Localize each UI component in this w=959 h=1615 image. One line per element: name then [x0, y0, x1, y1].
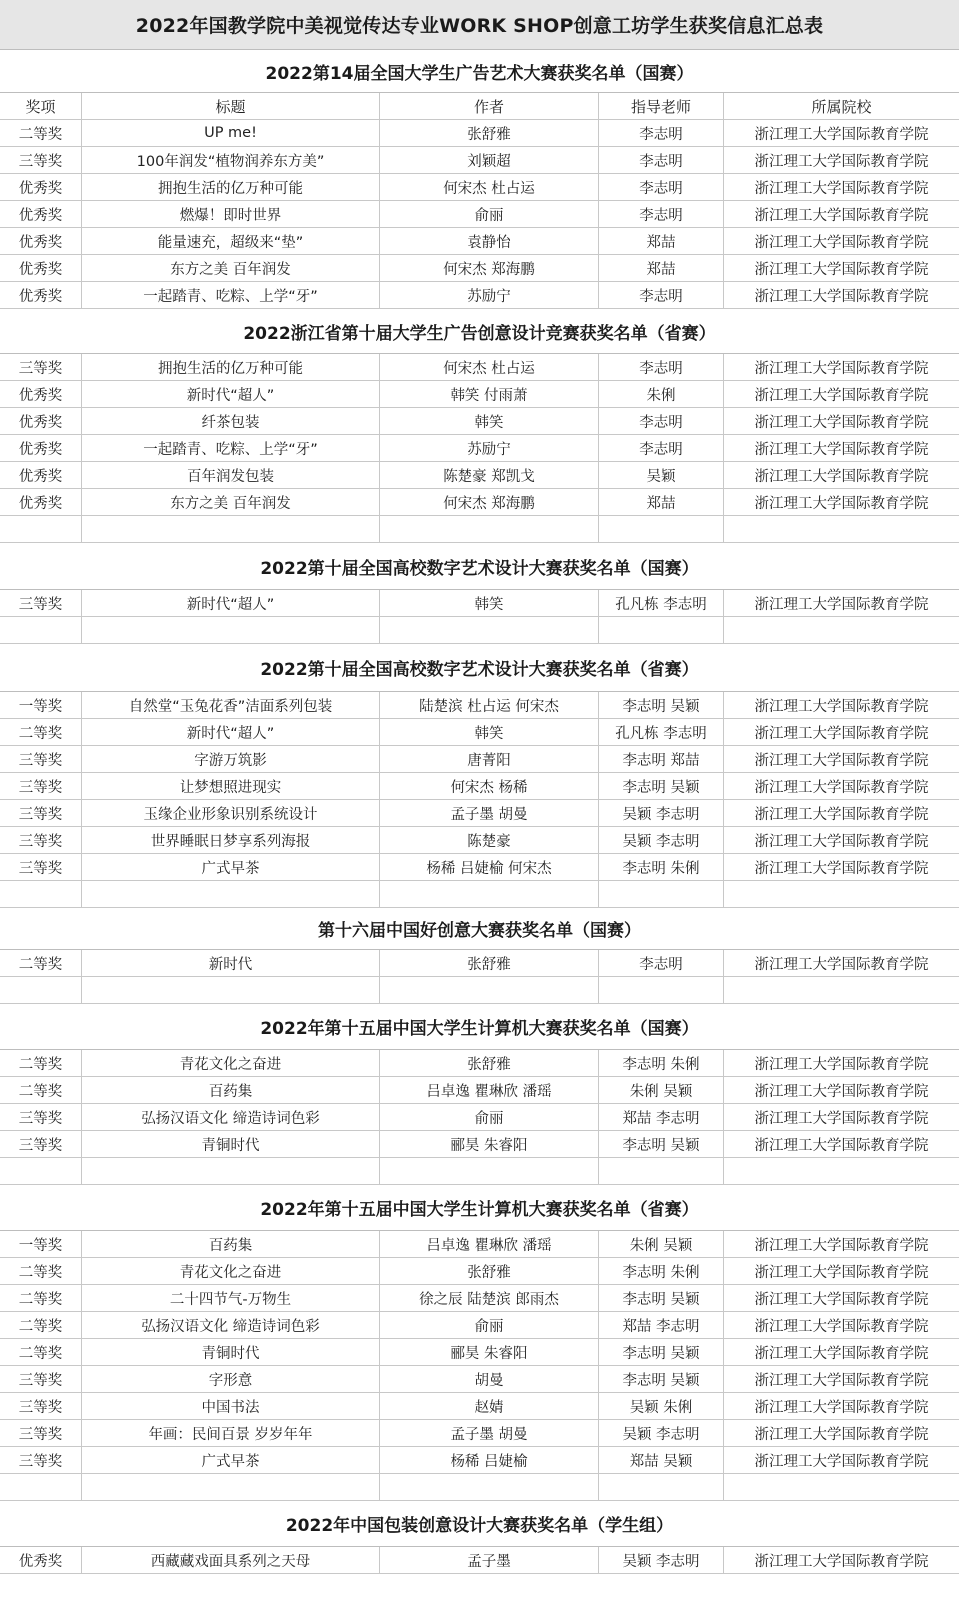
- empty-cell: [0, 617, 82, 643]
- cell-advisor: 郑喆: [599, 228, 724, 254]
- cell-advisor: 郑喆: [599, 489, 724, 515]
- cell-award: 二等奖: [0, 1050, 82, 1076]
- empty-row: [0, 617, 959, 644]
- cell-school: 浙江理工大学国际教育学院: [754, 387, 929, 404]
- table-row: [0, 1050, 959, 1077]
- table-row: [0, 489, 959, 516]
- cell-award: 二等奖: [0, 1312, 82, 1338]
- cell-author: 韩笑: [380, 719, 599, 745]
- cell-title: 新时代“超人”: [82, 719, 380, 745]
- column-header-author: 作者: [380, 93, 599, 119]
- table-row: [0, 1393, 959, 1420]
- cell-advisor: 李志明 吴颖: [599, 1285, 724, 1311]
- cell-author: 吕卓逸 瞿琳欣 潘瑶: [380, 1077, 599, 1103]
- cell-school: 浙江理工大学国际教育学院: [754, 1426, 929, 1443]
- section-title: 2022第14届全国大学生广告艺术大赛获奖名单（国赛）: [0, 50, 959, 93]
- cell-title: UP me!: [82, 120, 380, 146]
- empty-row: [0, 1158, 959, 1185]
- cell-school: 浙江理工大学国际教育学院: [754, 360, 929, 377]
- empty-cell: [82, 1474, 380, 1500]
- cell-author: 陈楚豪: [380, 827, 599, 853]
- empty-cell: [0, 977, 82, 1003]
- table-row: [0, 435, 959, 462]
- table-row: [0, 746, 959, 773]
- cell-title: 纤茶包装: [82, 408, 380, 434]
- cell-award: 三等奖: [0, 773, 82, 799]
- cell-author: 赵婧: [380, 1393, 599, 1419]
- cell-advisor: 吴颖 李志明: [599, 1547, 724, 1573]
- cell-award: 三等奖: [0, 147, 82, 173]
- cell-award: 优秀奖: [0, 282, 82, 308]
- cell-school: 浙江理工大学国际教育学院: [754, 1318, 929, 1335]
- cell-advisor: 朱俐 吴颖: [599, 1231, 724, 1257]
- cell-author: 苏励宁: [380, 282, 599, 308]
- empty-cell: [380, 1474, 599, 1500]
- empty-cell: [82, 617, 380, 643]
- empty-row: [0, 977, 959, 1004]
- empty-cell: [0, 881, 82, 907]
- cell-award: 三等奖: [0, 1447, 82, 1473]
- cell-author: 孟子墨: [380, 1547, 599, 1573]
- cell-author: 张舒雅: [380, 120, 599, 146]
- cell-title: 百药集: [82, 1077, 380, 1103]
- cell-award: 优秀奖: [0, 489, 82, 515]
- cell-title: 一起踏青、吃粽、上学“牙”: [82, 435, 380, 461]
- empty-cell: [0, 1474, 82, 1500]
- cell-award: 二等奖: [0, 1258, 82, 1284]
- cell-author: 陆楚滨 杜占运 何宋杰: [380, 692, 599, 718]
- award-section: [0, 1185, 959, 1501]
- table-row: [0, 827, 959, 854]
- empty-cell: [82, 881, 380, 907]
- cell-advisor: 李志明: [599, 282, 724, 308]
- cell-advisor: 吴颖 李志明: [599, 827, 724, 853]
- cell-award: 优秀奖: [0, 174, 82, 200]
- cell-award: 二等奖: [0, 1077, 82, 1103]
- empty-cell: [724, 881, 959, 907]
- cell-advisor: 李志明 吴颖: [599, 692, 724, 718]
- award-section: [0, 309, 959, 543]
- cell-award: 优秀奖: [0, 408, 82, 434]
- cell-school: 浙江理工大学国际教育学院: [754, 806, 929, 823]
- table-row: [0, 1077, 959, 1104]
- table-row: [0, 950, 959, 977]
- cell-title: 百年润发包装: [82, 462, 380, 488]
- cell-title: 玉缘企业形象识别系统设计: [82, 800, 380, 826]
- cell-school: 浙江理工大学国际教育学院: [754, 1083, 929, 1100]
- table-row: [0, 1339, 959, 1366]
- table-row: [0, 590, 959, 617]
- table-row: [0, 120, 959, 147]
- table-row: [0, 282, 959, 309]
- section-title: 2022浙江省第十届大学生广告创意设计竞赛获奖名单（省赛）: [0, 309, 959, 354]
- table-row: [0, 1258, 959, 1285]
- cell-advisor: 李志明: [599, 174, 724, 200]
- cell-award: 优秀奖: [0, 255, 82, 281]
- cell-school: 浙江理工大学国际教育学院: [754, 1110, 929, 1127]
- cell-author: 韩笑: [380, 408, 599, 434]
- empty-cell: [724, 977, 959, 1003]
- table-row: [0, 201, 959, 228]
- empty-row: [0, 881, 959, 908]
- cell-title: 弘扬汉语文化 缔造诗词色彩: [82, 1312, 380, 1338]
- cell-school: 浙江理工大学国际教育学院: [754, 860, 929, 877]
- cell-advisor: 李志明: [599, 408, 724, 434]
- cell-school: 浙江理工大学国际教育学院: [754, 725, 929, 742]
- empty-cell: [599, 1158, 724, 1184]
- empty-row: [0, 1474, 959, 1501]
- table-row: [0, 228, 959, 255]
- cell-author: 何宋杰 杜占运: [380, 174, 599, 200]
- section-title: 2022年第十五届中国大学生计算机大赛获奖名单（省赛）: [0, 1185, 959, 1231]
- cell-advisor: 李志明 郑喆: [599, 746, 724, 772]
- cell-title: 中国书法: [82, 1393, 380, 1419]
- cell-school: 浙江理工大学国际教育学院: [754, 698, 929, 715]
- cell-author: 郦昊 朱睿阳: [380, 1131, 599, 1157]
- table-row: [0, 1285, 959, 1312]
- cell-school: 浙江理工大学国际教育学院: [754, 833, 929, 850]
- cell-school: 浙江理工大学国际教育学院: [754, 207, 929, 224]
- table-row: [0, 1231, 959, 1258]
- cell-title: 东方之美 百年润发: [82, 489, 380, 515]
- cell-school: 浙江理工大学国际教育学院: [754, 288, 929, 305]
- section-title: 第十六届中国好创意大赛获奖名单（国赛）: [0, 908, 959, 950]
- cell-school: 浙江理工大学国际教育学院: [754, 1345, 929, 1362]
- cell-advisor: 李志明 吴颖: [599, 1366, 724, 1392]
- table-row: [0, 255, 959, 282]
- cell-award: 三等奖: [0, 354, 82, 380]
- cell-advisor: 李志明: [599, 435, 724, 461]
- cell-school: 浙江理工大学国际教育学院: [754, 441, 929, 458]
- cell-advisor: 李志明 朱俐: [599, 1258, 724, 1284]
- cell-school: 浙江理工大学国际教育学院: [754, 1137, 929, 1154]
- cell-advisor: 李志明 吴颖: [599, 1339, 724, 1365]
- cell-author: 刘颖超: [380, 147, 599, 173]
- cell-author: 胡曼: [380, 1366, 599, 1392]
- cell-advisor: 朱俐: [599, 381, 724, 407]
- cell-school: 浙江理工大学国际教育学院: [754, 779, 929, 796]
- sheet-title: 2022年国教学院中美视觉传达专业WORK SHOP创意工坊学生获奖信息汇总表: [0, 0, 959, 50]
- cell-award: 三等奖: [0, 1104, 82, 1130]
- table-row: [0, 1547, 959, 1574]
- cell-title: 燃爆！即时世界: [82, 201, 380, 227]
- cell-advisor: 李志明: [599, 950, 724, 976]
- cell-advisor: 孔凡栋 李志明: [599, 719, 724, 745]
- cell-advisor: 李志明 朱俐: [599, 1050, 724, 1076]
- award-section: [0, 1501, 959, 1574]
- cell-author: 俞丽: [380, 1312, 599, 1338]
- cell-title: 青铜时代: [82, 1131, 380, 1157]
- cell-title: 新时代“超人”: [82, 590, 380, 616]
- cell-advisor: 吴颖 李志明: [599, 800, 724, 826]
- table-row: [0, 1447, 959, 1474]
- table-row: [0, 719, 959, 746]
- cell-author: 徐之辰 陆楚滨 郎雨杰: [380, 1285, 599, 1311]
- cell-advisor: 吴颖 李志明: [599, 1420, 724, 1446]
- cell-author: 何宋杰 杜占运: [380, 354, 599, 380]
- cell-author: 杨稀 吕婕榆 何宋杰: [380, 854, 599, 880]
- cell-advisor: 朱俐 吴颖: [599, 1077, 724, 1103]
- cell-award: 优秀奖: [0, 462, 82, 488]
- award-section: [0, 1004, 959, 1185]
- cell-title: 字游万筑影: [82, 746, 380, 772]
- empty-cell: [599, 1474, 724, 1500]
- cell-advisor: 李志明: [599, 201, 724, 227]
- empty-cell: [599, 881, 724, 907]
- table-row: [0, 381, 959, 408]
- section-title: 2022年中国包装创意设计大赛获奖名单（学生组）: [0, 1501, 959, 1547]
- cell-title: 二十四节气-万物生: [82, 1285, 380, 1311]
- section-title: 2022年第十五届中国大学生计算机大赛获奖名单（国赛）: [0, 1004, 959, 1050]
- cell-title: 青花文化之奋进: [82, 1258, 380, 1284]
- cell-author: 韩笑: [380, 590, 599, 616]
- cell-school: 浙江理工大学国际教育学院: [754, 414, 929, 431]
- cell-title: 年画：民间百景 岁岁年年: [82, 1420, 380, 1446]
- cell-advisor: 吴颖 朱俐: [599, 1393, 724, 1419]
- cell-award: 三等奖: [0, 1131, 82, 1157]
- empty-cell: [380, 617, 599, 643]
- cell-school: 浙江理工大学国际教育学院: [754, 1399, 929, 1416]
- section-title: 2022第十届全国高校数字艺术设计大赛获奖名单（国赛）: [0, 543, 959, 590]
- cell-title: 一起踏青、吃粽、上学“牙”: [82, 282, 380, 308]
- cell-title: 青花文化之奋进: [82, 1050, 380, 1076]
- table-row: [0, 147, 959, 174]
- column-header-title: 标题: [82, 93, 380, 119]
- cell-title: 拥抱生活的亿万种可能: [82, 174, 380, 200]
- cell-award: 三等奖: [0, 1420, 82, 1446]
- column-header-school: 所属院校: [811, 97, 872, 116]
- cell-award: 三等奖: [0, 827, 82, 853]
- cell-award: 二等奖: [0, 719, 82, 745]
- cell-award: 一等奖: [0, 1231, 82, 1257]
- cell-award: 三等奖: [0, 1393, 82, 1419]
- cell-title: 拥抱生活的亿万种可能: [82, 354, 380, 380]
- cell-award: 二等奖: [0, 1339, 82, 1365]
- cell-award: 三等奖: [0, 854, 82, 880]
- table-row: [0, 692, 959, 719]
- table-row: [0, 462, 959, 489]
- cell-advisor: 李志明: [599, 147, 724, 173]
- cell-title: 广式早茶: [82, 854, 380, 880]
- cell-award: 优秀奖: [0, 435, 82, 461]
- award-section: [0, 644, 959, 908]
- cell-author: 唐菁阳: [380, 746, 599, 772]
- empty-cell: [724, 617, 959, 643]
- table-row: [0, 174, 959, 201]
- table-row: [0, 408, 959, 435]
- cell-award: 三等奖: [0, 1366, 82, 1392]
- cell-award: 优秀奖: [0, 228, 82, 254]
- empty-cell: [380, 1158, 599, 1184]
- cell-school: 浙江理工大学国际教育学院: [754, 596, 929, 613]
- cell-author: 张舒雅: [380, 950, 599, 976]
- cell-award: 三等奖: [0, 800, 82, 826]
- empty-cell: [0, 516, 82, 542]
- empty-cell: [82, 516, 380, 542]
- table-row: [0, 1312, 959, 1339]
- cell-author: 张舒雅: [380, 1050, 599, 1076]
- cell-author: 何宋杰 郑海鹏: [380, 255, 599, 281]
- table-row: [0, 854, 959, 881]
- cell-award: 优秀奖: [0, 201, 82, 227]
- cell-school: 浙江理工大学国际教育学院: [754, 1372, 929, 1389]
- cell-award: 二等奖: [0, 950, 82, 976]
- cell-school: 浙江理工大学国际教育学院: [754, 1291, 929, 1308]
- empty-cell: [380, 977, 599, 1003]
- empty-cell: [82, 1158, 380, 1184]
- award-section: [0, 908, 959, 1004]
- cell-school: 浙江理工大学国际教育学院: [754, 180, 929, 197]
- cell-award: 优秀奖: [0, 381, 82, 407]
- cell-advisor: 李志明 吴颖: [599, 1131, 724, 1157]
- cell-school: 浙江理工大学国际教育学院: [754, 261, 929, 278]
- cell-title: 字形意: [82, 1366, 380, 1392]
- cell-school: 浙江理工大学国际教育学院: [754, 495, 929, 512]
- cell-award: 优秀奖: [0, 1547, 82, 1573]
- column-header-advisor: 指导老师: [599, 93, 724, 119]
- cell-advisor: 李志明 朱俐: [599, 854, 724, 880]
- cell-school: 浙江理工大学国际教育学院: [754, 1553, 929, 1570]
- cell-title: 东方之美 百年润发: [82, 255, 380, 281]
- cell-author: 俞丽: [380, 1104, 599, 1130]
- table-row: [0, 773, 959, 800]
- empty-cell: [380, 516, 599, 542]
- cell-title: 新时代“超人”: [82, 381, 380, 407]
- cell-advisor: 郑喆 吴颖: [599, 1447, 724, 1473]
- cell-school: 浙江理工大学国际教育学院: [754, 234, 929, 251]
- cell-title: 西藏藏戏面具系列之天母: [82, 1547, 380, 1573]
- empty-cell: [724, 516, 959, 542]
- empty-cell: [0, 1158, 82, 1184]
- cell-advisor: 郑喆 李志明: [599, 1104, 724, 1130]
- cell-author: 苏励宁: [380, 435, 599, 461]
- cell-advisor: 郑喆 李志明: [599, 1312, 724, 1338]
- cell-title: 青铜时代: [82, 1339, 380, 1365]
- cell-school: 浙江理工大学国际教育学院: [754, 1453, 929, 1470]
- column-header-award: 奖项: [0, 93, 82, 119]
- cell-award: 二等奖: [0, 120, 82, 146]
- cell-advisor: 郑喆: [599, 255, 724, 281]
- cell-author: 陈楚豪 郑凯戈: [380, 462, 599, 488]
- award-section: [0, 543, 959, 644]
- cell-title: 新时代: [82, 950, 380, 976]
- cell-school: 浙江理工大学国际教育学院: [754, 468, 929, 485]
- cell-advisor: 李志明: [599, 354, 724, 380]
- empty-cell: [380, 881, 599, 907]
- table-row: [0, 1366, 959, 1393]
- award-section: [0, 50, 959, 309]
- section-title: 2022第十届全国高校数字艺术设计大赛获奖名单（省赛）: [0, 644, 959, 692]
- cell-author: 郦昊 朱睿阳: [380, 1339, 599, 1365]
- sections-container: [0, 50, 959, 1574]
- table-row: [0, 800, 959, 827]
- cell-school: 浙江理工大学国际教育学院: [754, 1056, 929, 1073]
- cell-author: 何宋杰 杨稀: [380, 773, 599, 799]
- cell-title: 弘扬汉语文化 缔造诗词色彩: [82, 1104, 380, 1130]
- cell-title: 百药集: [82, 1231, 380, 1257]
- cell-school: 浙江理工大学国际教育学院: [754, 1264, 929, 1281]
- column-header-row: [0, 93, 959, 120]
- cell-advisor: 吴颖: [599, 462, 724, 488]
- cell-school: 浙江理工大学国际教育学院: [754, 1237, 929, 1254]
- cell-advisor: 李志明: [599, 120, 724, 146]
- cell-title: 世界睡眠日梦享系列海报: [82, 827, 380, 853]
- cell-title: 广式早茶: [82, 1447, 380, 1473]
- cell-title: 自然堂“玉兔花香”洁面系列包装: [82, 692, 380, 718]
- cell-author: 孟子墨 胡曼: [380, 1420, 599, 1446]
- empty-cell: [599, 977, 724, 1003]
- empty-cell: [599, 617, 724, 643]
- cell-award: 三等奖: [0, 746, 82, 772]
- table-row: [0, 354, 959, 381]
- empty-cell: [599, 516, 724, 542]
- cell-school: 浙江理工大学国际教育学院: [754, 126, 929, 143]
- cell-advisor: 李志明 吴颖: [599, 773, 724, 799]
- cell-author: 何宋杰 郑海鹏: [380, 489, 599, 515]
- cell-author: 俞丽: [380, 201, 599, 227]
- cell-award: 一等奖: [0, 692, 82, 718]
- cell-award: 二等奖: [0, 1285, 82, 1311]
- cell-school: 浙江理工大学国际教育学院: [754, 752, 929, 769]
- cell-author: 杨稀 吕婕榆: [380, 1447, 599, 1473]
- cell-advisor: 孔凡栋 李志明: [599, 590, 724, 616]
- cell-author: 张舒雅: [380, 1258, 599, 1284]
- cell-school: 浙江理工大学国际教育学院: [754, 153, 929, 170]
- table-row: [0, 1104, 959, 1131]
- cell-author: 韩笑 付雨萧: [380, 381, 599, 407]
- cell-author: 袁静怡: [380, 228, 599, 254]
- table-row: [0, 1131, 959, 1158]
- cell-title: 让梦想照进现实: [82, 773, 380, 799]
- cell-award: 三等奖: [0, 590, 82, 616]
- empty-row: [0, 516, 959, 543]
- table-row: [0, 1420, 959, 1447]
- cell-title: 100年润发“植物润养东方美”: [82, 147, 380, 173]
- empty-cell: [724, 1158, 959, 1184]
- cell-title: 能量速充，超级来“垫”: [82, 228, 380, 254]
- empty-cell: [724, 1474, 959, 1500]
- cell-author: 吕卓逸 瞿琳欣 潘瑶: [380, 1231, 599, 1257]
- empty-cell: [82, 977, 380, 1003]
- cell-school: 浙江理工大学国际教育学院: [754, 956, 929, 973]
- cell-author: 孟子墨 胡曼: [380, 800, 599, 826]
